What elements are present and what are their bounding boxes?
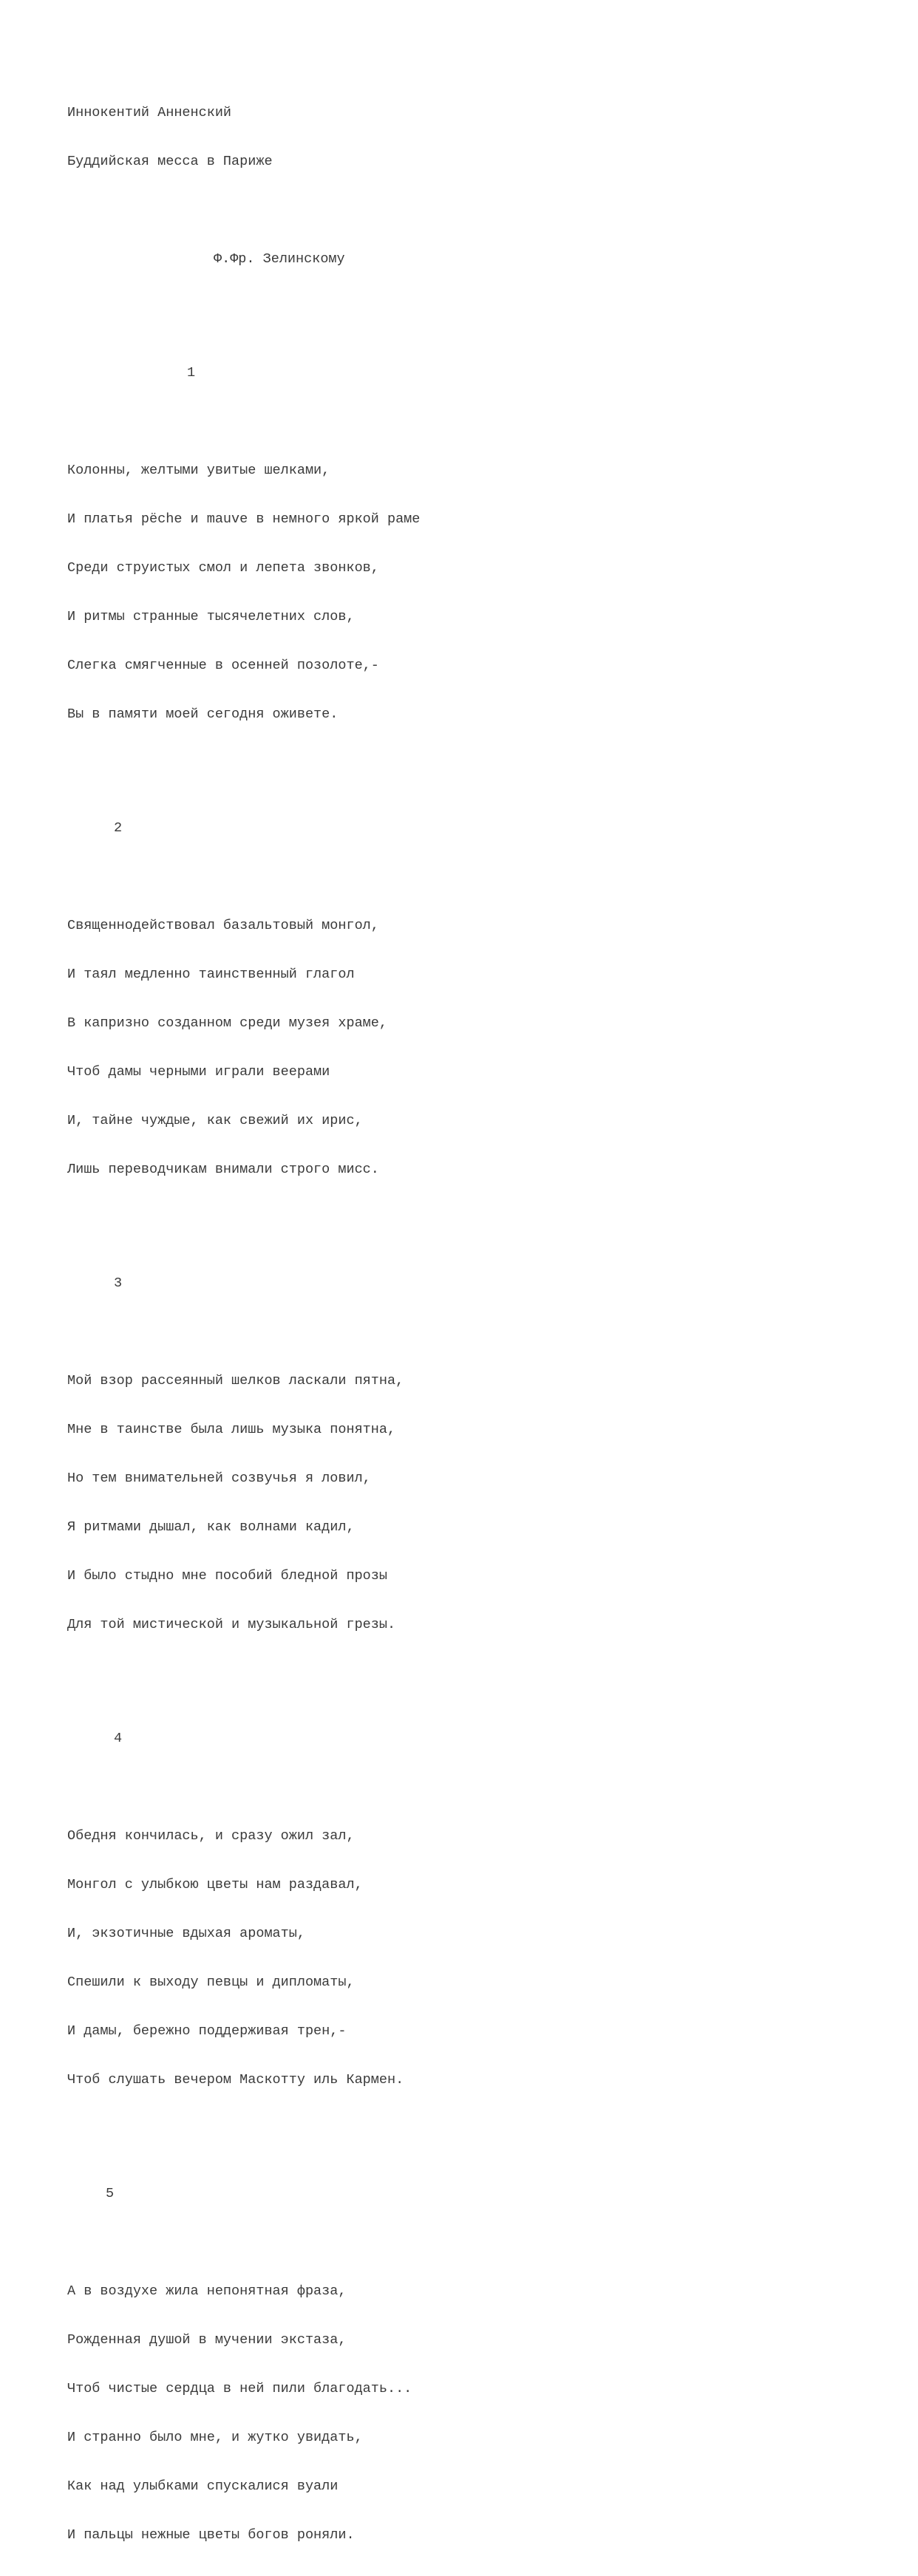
verse-line: Лишь переводчикам внимали строго мисс. [67,1162,379,1177]
verse-line: И платья pёche и mauve в немного яркой раме [67,511,421,527]
blank-line [67,869,880,885]
blank-line [67,1666,880,1682]
verse-line: Монгол с улыбкою цветы нам раздавал, [67,1877,363,1892]
blank-line [67,300,880,316]
verse-line: И дамы, бережно поддерживая трен,- [67,2023,347,2039]
blank-line [67,202,880,219]
verse-line: И пальцы нежные цветы богов роняли. [67,2527,355,2543]
verse-line: И было стыдно мне пособий бледной прозы [67,1568,387,1584]
verse-line: Обедня кончилась, и сразу ожил зал, [67,1828,355,1844]
verse-line: Как над улыбками спускалися вуали [67,2478,339,2494]
verse-line: Чтоб слушать вечером Маскотту иль Кармен. [67,2072,404,2088]
verse-line: Среди струистых смол и лепета звонков, [67,560,379,576]
poem-title: Буддийская месса в Париже [67,154,273,169]
verse-line: Спешили к выходу певцы и дипломаты, [67,1974,355,1990]
verse-line: Я ритмами дышал, как волнами кадил, [67,1519,355,1535]
verse-line: Мой взор рассеянный шелков ласкали пятна, [67,1373,404,1388]
stanza-number: 5 [106,2186,115,2201]
verse-line: Но тем внимательней созвучья я ловил, [67,1471,371,1486]
verse-line: Рожденная душой в мучении экстаза, [67,2332,347,2348]
verse-line: Чтоб дамы черными играли веерами [67,1064,330,1080]
dedication: Ф.Фр. Зелинскому [214,251,345,267]
blank-line [67,1779,880,1796]
author-name: Иннокентий Анненский [67,105,232,120]
poem-text [67,72,880,2576]
stanza-number: 1 [187,365,196,381]
verse-line: И, экзотичные вдыхая ароматы, [67,1926,305,1941]
verse-line: Для той мистической и музыкальной грезы. [67,1617,396,1632]
verse-line: Мне в таинстве была лишь музыка понятна, [67,1422,396,1437]
blank-line [67,755,880,771]
blank-line [67,2235,880,2251]
verse-line: Колонны, желтыми увитые шелками, [67,463,330,478]
blank-line [67,1210,880,1227]
blank-line [67,414,880,430]
verse-line: А в воздухе жила непонятная фраза, [67,2283,347,2299]
verse-line: Чтоб чистые сердца в ней пили благодать... [67,2381,412,2396]
verse-line: Слегка смягченные в осенней позолоте,- [67,658,379,673]
verse-line: Священнодействовал базальтовый монгол, [67,918,379,933]
verse-line: В капризно созданном среди музея храме, [67,1015,387,1031]
stanza-number: 4 [114,1731,123,1746]
verse-line: И ритмы странные тысячелетних слов, [67,609,355,624]
verse-line: И таял медленно таинственный глагол [67,967,355,982]
verse-line: И странно было мне, и жутко увидать, [67,2430,363,2445]
verse-line: И, тайне чуждые, как свежий их ирис, [67,1113,363,1128]
blank-line [67,2121,880,2137]
stanza-number: 2 [114,820,123,836]
verse-line: Вы в памяти моей сегодня оживете. [67,706,339,722]
stanza-number: 3 [114,1275,123,1291]
blank-line [67,1324,880,1340]
